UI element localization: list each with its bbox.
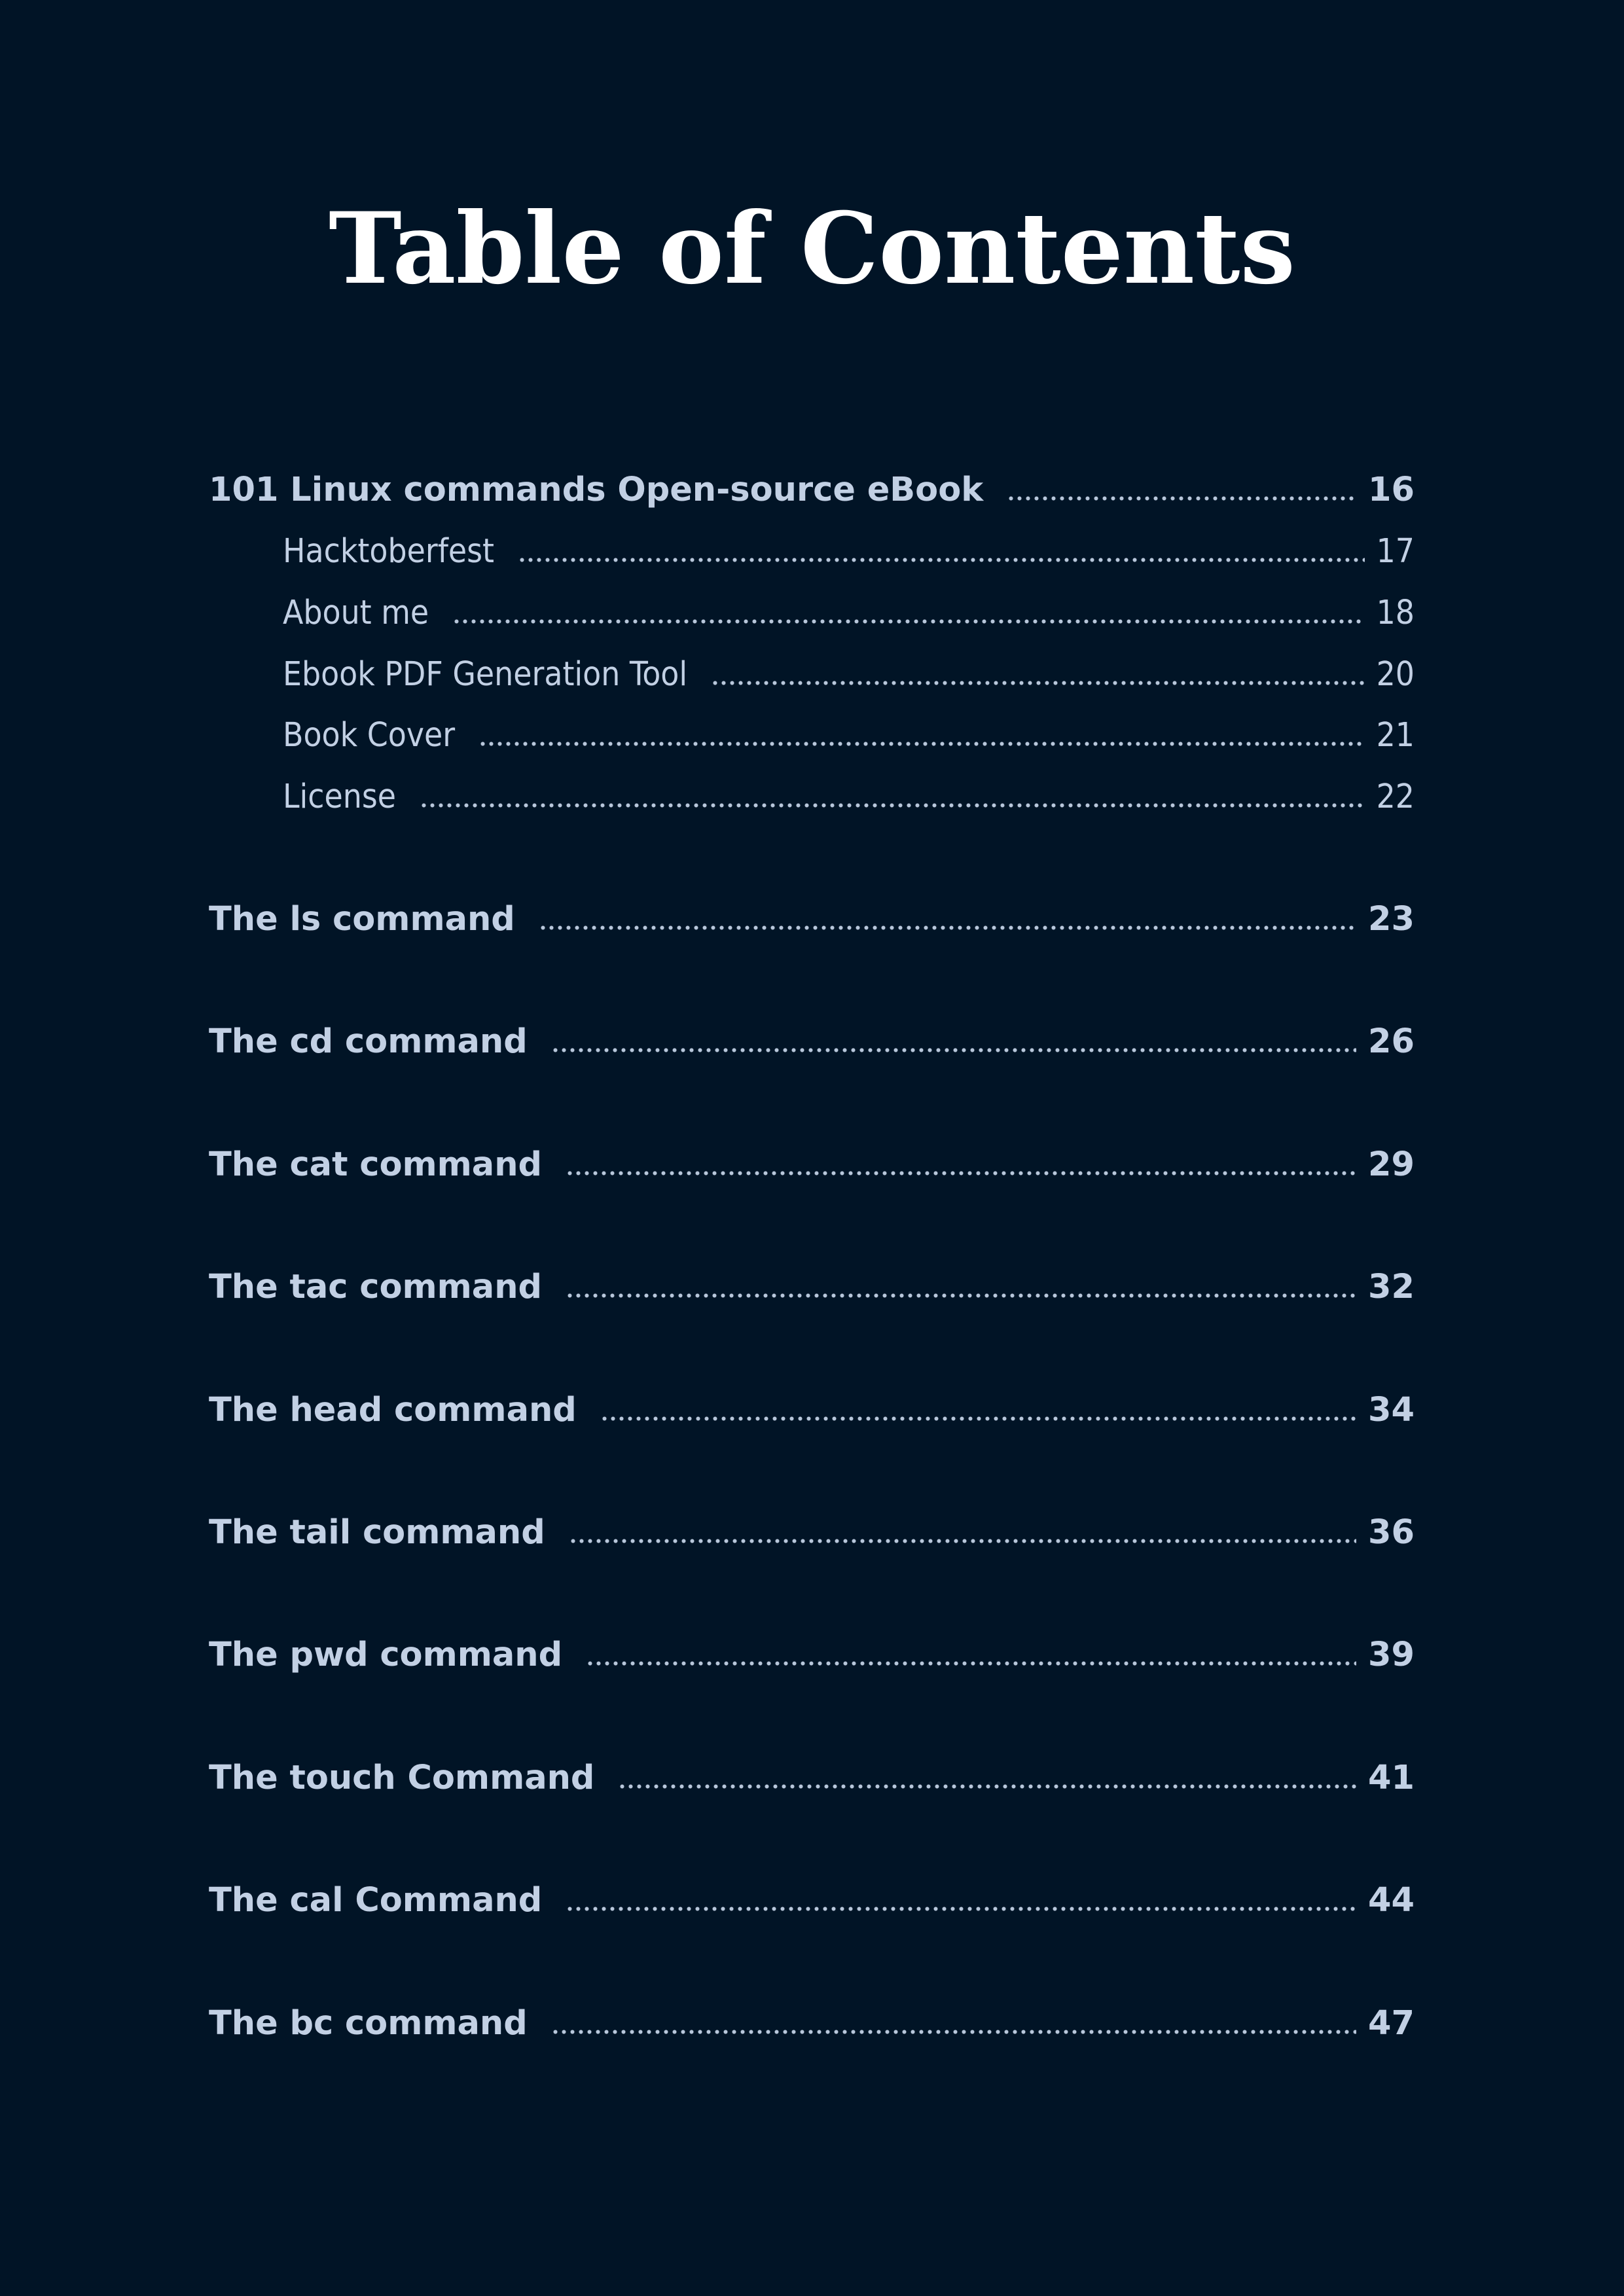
- toc-entry-page-number: 44: [1368, 1880, 1415, 1920]
- dot-leader: [420, 780, 1365, 814]
- dot-leader: [551, 2007, 1356, 2040]
- toc-entry-tail-command[interactable]: [209, 1506, 1415, 1558]
- toc-entry-page-number: 20: [1376, 655, 1415, 694]
- dot-leader: [478, 719, 1365, 752]
- toc-entry-page-number: 18: [1376, 593, 1415, 632]
- toc-entry-about-me[interactable]: [209, 586, 1415, 639]
- toc-entry-title: The touch Command: [209, 1758, 595, 1797]
- toc-entry-book-cover[interactable]: [209, 709, 1415, 761]
- toc-entry-license[interactable]: [209, 770, 1415, 823]
- toc-entry-title: The cd command: [209, 1022, 528, 1061]
- dot-leader: [569, 1516, 1356, 1549]
- toc-entry-cd-command[interactable]: [209, 1015, 1415, 1067]
- toc-entry-page-number: 34: [1368, 1390, 1415, 1429]
- dot-leader: [711, 658, 1364, 691]
- toc-entry-head-command[interactable]: [209, 1384, 1415, 1436]
- toc-entry-page-number: 23: [1368, 899, 1415, 939]
- toc-entry-title: The cat command: [209, 1145, 543, 1184]
- toc-entry-title: The pwd command: [209, 1635, 563, 1674]
- toc-entry-title: Hacktoberfest: [283, 531, 494, 571]
- toc-entry-title: Ebook PDF Generation Tool: [283, 655, 688, 694]
- toc-entry-title: License: [283, 777, 396, 816]
- dot-leader: [566, 1270, 1356, 1304]
- toc-entry-page-number: 36: [1368, 1513, 1415, 1552]
- toc-entry-page-number: 41: [1368, 1758, 1415, 1797]
- page-title: Table of Contents: [329, 191, 1295, 306]
- toc-entry-hacktoberfest[interactable]: [209, 525, 1415, 577]
- toc-entry-page-number: 17: [1376, 531, 1415, 571]
- dot-leader: [539, 903, 1356, 936]
- dot-leader: [600, 1393, 1356, 1427]
- toc-entry-page-number: 26: [1368, 1022, 1415, 1061]
- toc-entry-page-number: 21: [1376, 715, 1415, 755]
- toc-entry-page-number: 32: [1368, 1267, 1415, 1306]
- toc-entry-title: The bc command: [209, 2003, 528, 2043]
- toc-entry-title: The tac command: [209, 1267, 543, 1306]
- toc-entry-cal-command[interactable]: [209, 1874, 1415, 1926]
- toc-entry-page-number: 47: [1368, 2003, 1415, 2043]
- dot-leader: [551, 1025, 1356, 1058]
- dot-leader: [618, 1761, 1356, 1795]
- toc-entry-ls-command[interactable]: [209, 893, 1415, 945]
- toc-entry-page-number: 16: [1368, 470, 1415, 509]
- dot-leader: [452, 596, 1364, 630]
- dot-leader: [586, 1638, 1356, 1672]
- toc-entry-linux-ebook[interactable]: [209, 463, 1415, 516]
- toc-entry-page-number: 22: [1376, 777, 1415, 816]
- toc-entry-tac-command[interactable]: [209, 1261, 1415, 1313]
- toc-entry-cat-command[interactable]: [209, 1138, 1415, 1191]
- dot-leader: [1007, 473, 1356, 507]
- toc-entry-page-number: 39: [1368, 1635, 1415, 1674]
- toc-entry-title: The ls command: [209, 899, 515, 939]
- toc-entry-title: The tail command: [209, 1513, 545, 1552]
- toc-entry-title: Book Cover: [283, 715, 456, 755]
- table-of-contents: [209, 0, 1415, 2296]
- toc-entry-title: 101 Linux commands Open-source eBook: [209, 470, 984, 509]
- toc-entry-bc-command[interactable]: [209, 1997, 1415, 2049]
- toc-entry-ebook-pdf-tool[interactable]: [209, 648, 1415, 700]
- dot-leader: [518, 535, 1365, 568]
- toc-entry-title: The head command: [209, 1390, 577, 1429]
- dot-leader: [566, 1148, 1356, 1181]
- toc-entry-page-number: 29: [1368, 1145, 1415, 1184]
- toc-entry-title: About me: [283, 593, 429, 632]
- toc-entry-pwd-command[interactable]: [209, 1628, 1415, 1681]
- dot-leader: [566, 1884, 1356, 1917]
- toc-entry-touch-command[interactable]: [209, 1751, 1415, 1804]
- toc-entry-title: The cal Command: [209, 1880, 543, 1920]
